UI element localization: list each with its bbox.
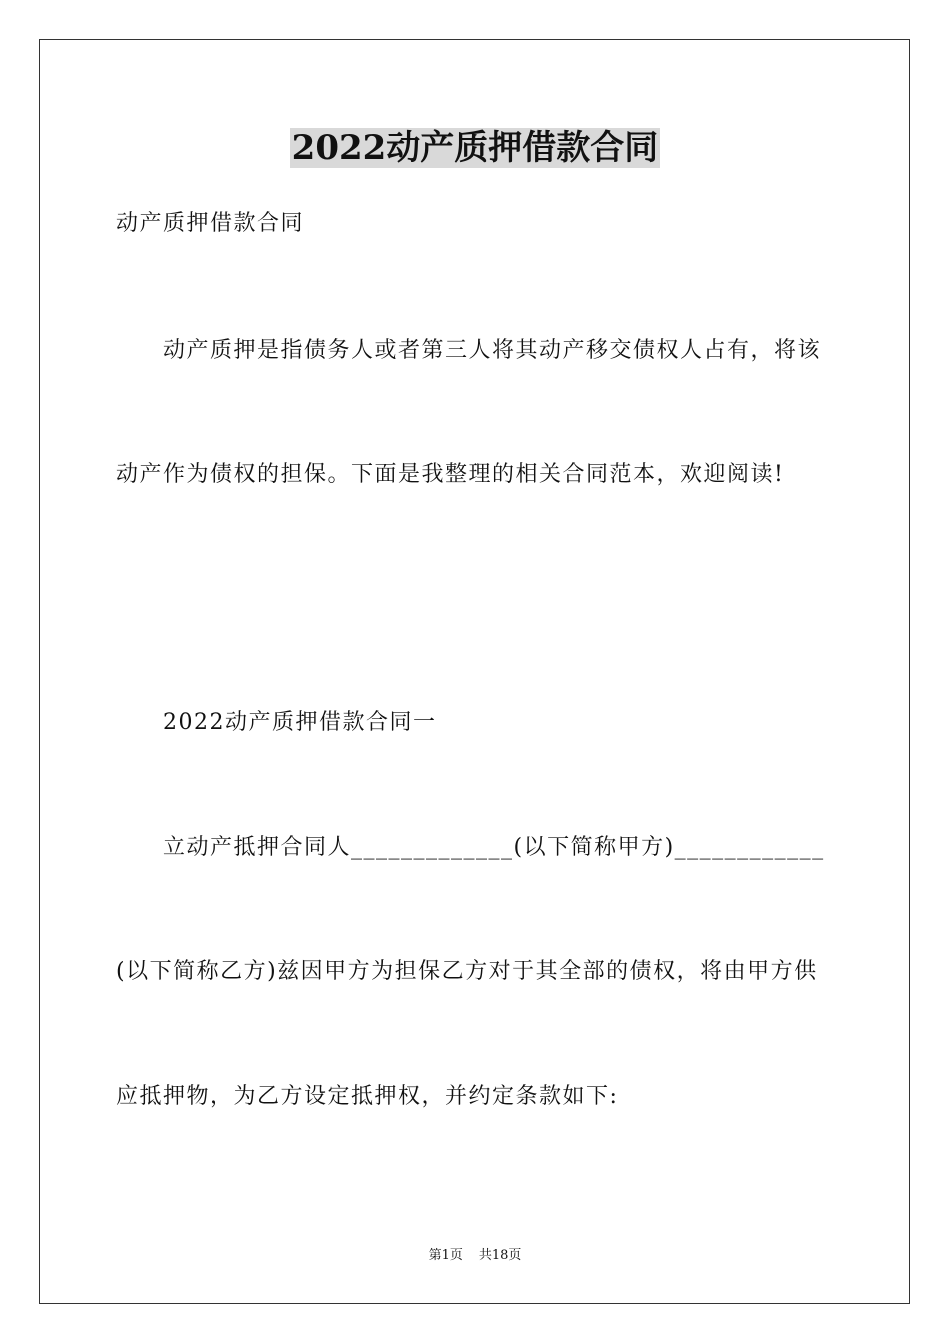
text-line: (以下简称乙方)兹因甲方为担保乙方对于其全部的债权，将由甲方供 [116,959,818,984]
page-footer [0,1247,950,1265]
document-title-text: 2022动产质押借款合同 [291,128,659,168]
page-number: 第1页 [428,1248,463,1263]
page-total: 共18页 [478,1248,522,1263]
text-line: 动产质押是指债务人或者第三人将其动产移交债权人占有，将该 [163,338,822,363]
text-line: 动产作为债权的担保。下面是我整理的相关合同范本，欢迎阅读! [116,462,785,487]
document-title [0,126,950,170]
section-heading: 2022动产质押借款合同一 [163,710,437,735]
text-line: 立动产抵押合同人_____________(以下简称甲方)____________ [163,835,825,860]
text-line: 应抵押物，为乙方设定抵押权，并约定条款如下: [116,1084,619,1109]
text-line: 动产质押借款合同 [116,211,305,236]
